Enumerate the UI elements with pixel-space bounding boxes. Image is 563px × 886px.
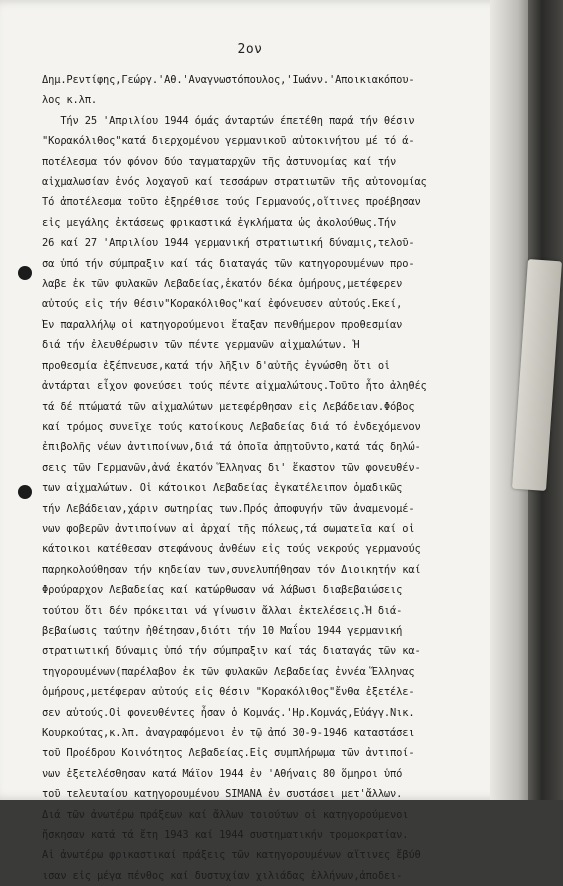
text-line: ἐπιβολῆς νέων ἀντιποίνων,διά τά ὁποῖα ἀπῃτοῦντο,κατά τάς δηλώ- <box>42 441 421 454</box>
text-line: λος κ.λπ. <box>42 94 97 107</box>
text-line: κάτοικοι κατέθεσαν στεφάνους ἀνθέων εἰς τούς νεκρούς γερμανούς <box>42 543 421 556</box>
punch-hole <box>18 485 32 499</box>
text-line: ἀντάρται εἶχον φονεύσει τούς πέντε αἰχμαλώτους.Τοῦτο ἦτο ἀληθές <box>42 380 427 393</box>
text-line: Τήν 25 'Απριλίου 1944 όμάς άνταρτών έπετέθη παρά τήν θέσιν <box>42 114 415 127</box>
text-line: βεβαίωσις ταύτην ἠθέτησαν,διότι τήν 10 Μαΐου 1944 γερμανική <box>42 624 403 637</box>
text-line: παρηκολούθησαν τήν κηδείαν των,συνελυπήθησαν τόν Διοικητήν καί <box>42 563 421 576</box>
text-line: Κουρκούτας,κ.λπ. ἀναγραφόμενοι ἐν τῷ ἀπό 30-9-1946 καταστάσει <box>42 727 415 739</box>
text-line: ισαν εἰς μέγα πένθος καί δυστυχίαν χιλιάδας ἑλλήνων,ἀποδει- <box>42 869 403 882</box>
text-line: σεις τῶν Γερμανῶν,ἀνά ἑκατόν Ἕλληνας δι' ἕκαστον τῶν φονευθέν- <box>42 461 421 474</box>
text-line: καί τρόμος συνεῖχε τούς κατοίκους Λεβαδείας διά τό ἐνδεχόμενον <box>42 420 421 433</box>
text-line: Φρούραρχον Λεβαδείας καί κατώρθωσαν νά λάβωσι διαβεβαιώσεις <box>42 584 403 597</box>
text-line: αἰχμαλωσίαν ἑνός λοχαγοῦ καί τεσσάρων στρατιωτῶν τῆς αὐτονομίας <box>42 176 427 189</box>
text-line: τήν Λεβάδειαν,χάριν σωτηρίας των.Πρός ἀποφυγήν τῶν ἀναμενομέ- <box>42 502 415 515</box>
text-line: στρατιωτική δύναμις ὑπό τήν σύμπραξιν καί τάς διαταγάς τῶν κα- <box>42 645 421 658</box>
text-line: σα ὑπό τήν σύμπραξιν καί τάς διαταγάς τῶν κατηγορουμένων προ- <box>42 257 415 270</box>
text-line: Αἱ ἀνωτέρω φρικαστικαί πράξεις τῶν κατηγορουμένων αἵτινες ἔβύθ <box>42 849 421 862</box>
text-line: προθεσμία ἐξέπνευσε,κατά τήν λῆξιν δ'αὐτῆς ἐγνώσθη ὅτι οἱ <box>42 359 391 372</box>
text-line: τά δέ πτώματά τῶν αἰχμαλώτων μετεφέρθησαν εἰς Λεβάδειαν.Φόβος <box>42 400 415 413</box>
text-line: 26 καί 27 'Απριλίου 1944 γερμανική στρατιωτική δύναμις,τελοῦ- <box>42 237 415 250</box>
text-line: Τό ἀποτέλεσμα τοῦτο ἐξηρέθισε τούς Γερμανούς,οἵτινες προέβησαν <box>42 196 421 209</box>
text-line: σεν αὐτούς.Οἱ φονευθέντες ἦσαν ὁ Κομνάς.'Ηρ.Κομνάς,Εὐάγγ.Νικ. <box>42 706 415 719</box>
text-line: εἰς μεγάλης ἐκτάσεως φρικαστικά ἐγκλήματα ὡς ἀκολούθως.Τήν <box>42 216 397 229</box>
text-line: τηγορουμένων(παρέλαβον ἐκ τῶν φυλακῶν Λεβαδείας ἐννέα Ἕλληνας <box>42 665 415 678</box>
text-line: αὐτούς εἰς τήν θέσιν"Κορακόλιθος"καί ἐφόνευσεν αὐτούς.Εκεί, <box>42 298 403 311</box>
text-line: των αἰχμαλώτων. Οἱ κάτοικοι Λεβαδείας ἐγκατέλειπον ὁμαδικῶς <box>42 482 403 495</box>
text-line: ὁμήρους,μετέφεραν αὐτούς εἰς θέσιν "Κορακόλιθος"ἔνθα ἐξετέλε- <box>42 686 415 699</box>
text-line: ποτέλεσμα τόν φόνον δύο ταγματαρχῶν τῆς ἀστυνομίας καί τήν <box>42 155 397 168</box>
text-line: Ἐν παραλλήλῳ οἱ κατηγορούμενοι ἔταξαν πενθήμερον προθεσμίαν <box>42 318 403 331</box>
document-body <box>42 70 512 886</box>
text-line: νων ἐξετελέσθησαν κατά Μάϊον 1944 ἐν 'Αθήναις 80 ὅμηροι ὑπό <box>42 767 403 780</box>
text-line: τοῦ τελευταίου κατηγορουμένου SIMANA ἐν συστάσει μετ'ἄλλων. <box>42 788 403 801</box>
text-line: διά τήν ἐλευθέρωσιν τῶν πέντε γερμανῶν αἰχμαλώτων. Ἡ <box>42 339 360 352</box>
text-line: τοῦ Προέδρου Κοινότητος Λεβαδείας.Εἰς συμπλήρωμα τῶν ἀντιποί- <box>42 747 415 760</box>
text-line: Δημ.Ρεντίφης,Γεώργ.'Αθ.'Αναγνωστόπουλος,'Ιωάνν.'Αποικιακόπου- <box>42 74 415 86</box>
text-line: τούτου ὅτι δέν πρόκειται νά γίνωσιν ἄλλαι ἐκτελέσεις.Ἡ διά- <box>42 604 403 617</box>
page-number: 2ον <box>237 42 263 57</box>
punch-hole <box>18 266 32 280</box>
text-line: λαβε ἐκ τῶν φυλακῶν Λεβαδείας,ἑκατόν δέκα ὁμήρους,μετέφερεν <box>42 278 403 291</box>
text-line: νων φοβερῶν ἀντιποίνων αἱ ἀρχαί τῆς πόλεως,τά σωματεῖα καί οἱ <box>42 522 415 535</box>
text-line: Διά τῶν ἀνωτέρω πράξεων καί ἄλλων τοιούτων οἱ κατηγορούμενοι <box>42 808 409 821</box>
text-line: "Κορακόλιθος"κατά διερχομένου γερμανικοῦ αὐτοκινήτου μέ τό ά- <box>42 135 415 148</box>
text-line: ἤσκησαν κατά τά ἔτη 1943 καί 1944 συστηματικήν τρομοκρατίαν. <box>42 829 409 842</box>
